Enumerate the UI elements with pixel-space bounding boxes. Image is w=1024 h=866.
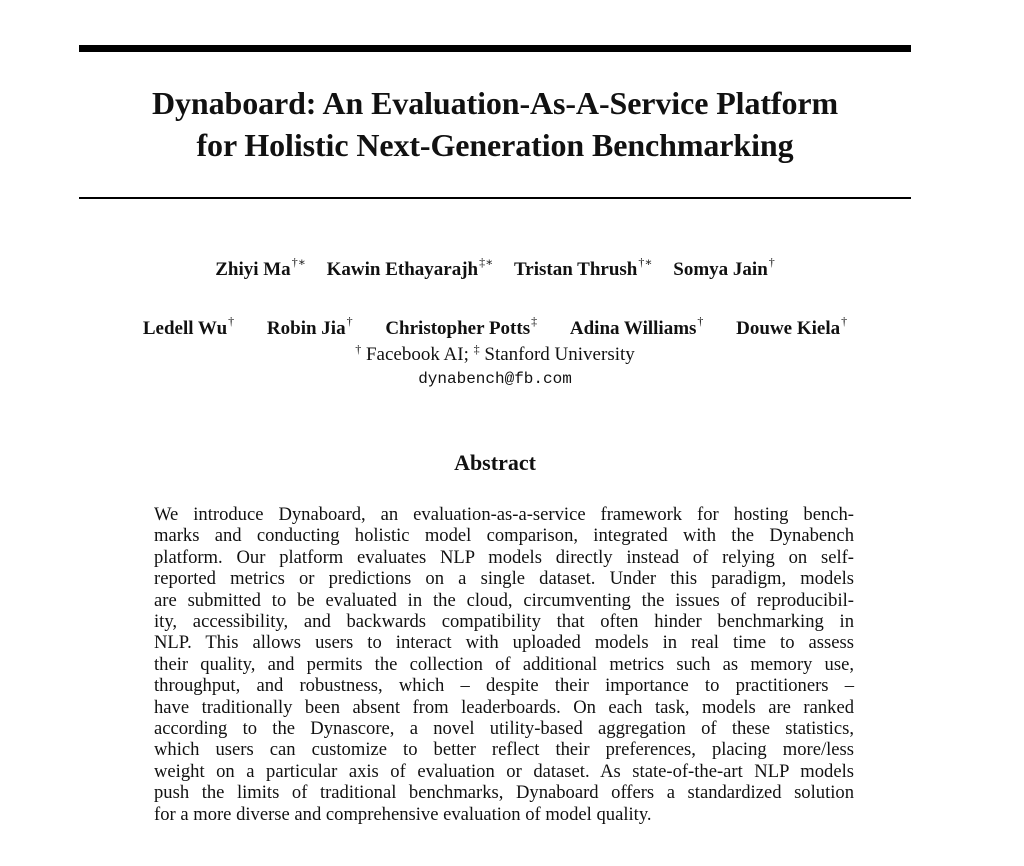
abstract-line: reported metrics or predictions on a single dataset. Under this paradigm, models <box>154 568 854 590</box>
title-line-2: for Holistic Next-Generation Benchmarking <box>196 127 794 163</box>
author-affil-mark: ‡ <box>531 314 538 328</box>
abstract-line: weight on a particular axis of evaluation or dataset. As state-of-the-art NLP models <box>154 760 854 782</box>
abstract-line: which users can customize to better reflect their preferences, placing more/less <box>154 739 854 761</box>
abstract-line: platform. Our platform evaluates NLP models directly instead of relying on self- <box>154 546 854 568</box>
abstract-line: have traditionally been absent from leaderboards. On each task, models are ranked <box>154 696 854 718</box>
author-name: Robin Jia <box>266 318 346 339</box>
author <box>326 255 494 282</box>
abstract-line: ity, accessibility, and backwards compatibility that often hinder benchmarking in <box>154 611 854 633</box>
author-name: Tristan Thrush <box>514 259 638 280</box>
authors-row-2 <box>79 314 911 341</box>
author-affil-mark: † <box>346 314 353 328</box>
author-name: Douwe Kiela <box>736 318 841 339</box>
author-name: Zhiyi Ma <box>215 259 291 280</box>
author <box>673 255 775 282</box>
author-affil-mark: † <box>228 314 235 328</box>
abstract-line: NLP. This allows users to interact with uploaded models in real time to assess <box>154 632 854 654</box>
affiliations <box>79 343 911 367</box>
title-line-1: Dynaboard: An Evaluation-As-A-Service Platform <box>151 85 839 121</box>
abstract-line: for a more diverse and comprehensive evaluation of model quality. <box>154 803 652 825</box>
affil-mark-1: † <box>355 342 362 356</box>
author-affil-mark: † <box>768 255 775 269</box>
author <box>385 314 538 341</box>
author <box>514 255 653 282</box>
author-name: Somya Jain <box>673 259 768 280</box>
abstract-body <box>154 504 854 825</box>
author <box>736 314 848 341</box>
author-name: Ledell Wu <box>142 318 228 339</box>
paper-title <box>79 82 911 166</box>
affil-mark-2: ‡ <box>473 342 480 356</box>
author <box>569 314 704 341</box>
author-name: Kawin Ethayarajh <box>326 259 479 280</box>
title-top-rule <box>79 45 911 52</box>
abstract-line: according to the Dynascore, a novel utility-based aggregation of these statistics, <box>154 718 854 740</box>
abstract-line: throughput, and robustness, which – despite their importance to practitioners – <box>154 675 854 697</box>
author-affil-mark: †∗ <box>291 255 306 269</box>
author-affil-mark: † <box>697 314 704 328</box>
author-affil-mark: † <box>841 314 848 328</box>
abstract-line: their quality, and permits the collection of additional metrics such as memory use, <box>154 653 854 675</box>
author-affil-mark: ‡∗ <box>479 255 494 269</box>
abstract-line: push the limits of traditional benchmarks, Dynaboard offers a standardized solution <box>154 782 854 804</box>
affil-org-1: Facebook AI; <box>365 344 469 365</box>
authors-row-1 <box>79 255 911 282</box>
abstract-line: We introduce Dynaboard, an evaluation-as-a-service framework for hosting bench- <box>154 504 854 525</box>
author-name: Adina Williams <box>569 318 697 339</box>
affil-org-2: Stanford University <box>484 344 635 365</box>
author-affil-mark: †∗ <box>638 255 653 269</box>
title-bottom-rule <box>79 197 911 199</box>
author <box>215 255 306 282</box>
contact-email: dynabench@fb.com <box>418 370 572 388</box>
author <box>266 314 353 341</box>
abstract-line: are submitted to be evaluated in the cloud, circumventing the issues of reproducibil- <box>154 589 854 611</box>
author <box>142 314 235 341</box>
author-name: Christopher Potts <box>385 318 531 339</box>
abstract-heading: Abstract <box>454 450 536 475</box>
abstract-line: marks and conducting holistic model comparison, integrated with the Dynabench <box>154 525 854 547</box>
